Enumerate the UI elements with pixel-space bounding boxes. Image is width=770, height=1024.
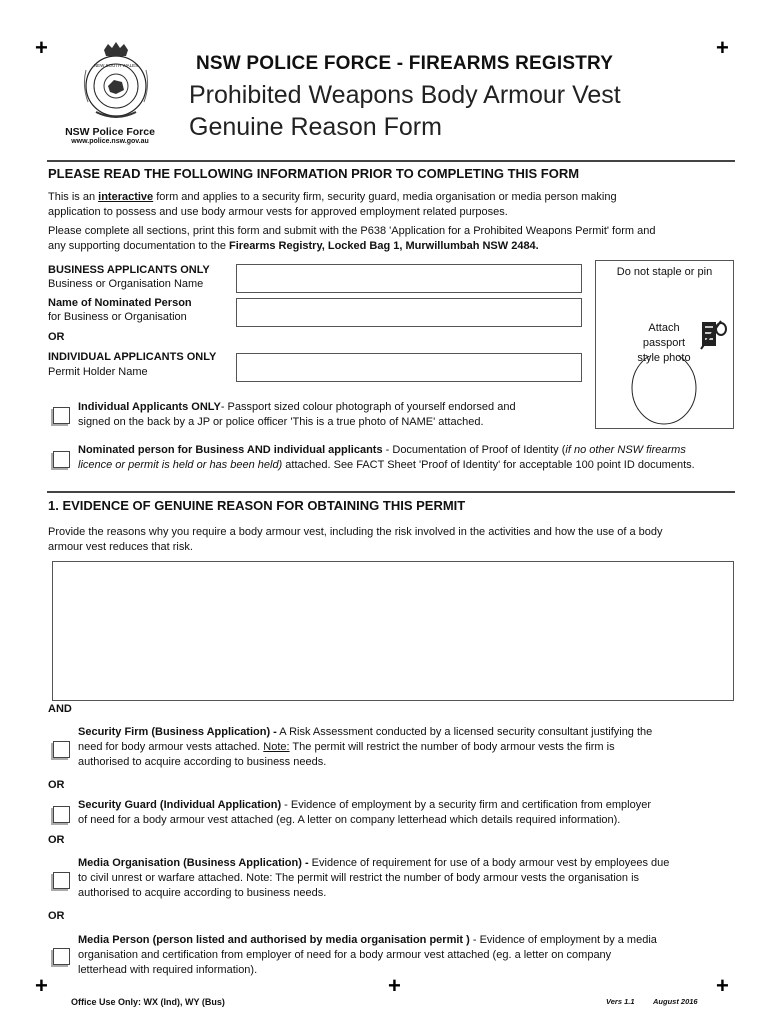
nominated-person-label: for Business or Organisation [48,311,187,323]
crop-mark: + [716,973,729,998]
or-separator: OR [48,779,65,791]
genuine-reason-textarea[interactable] [52,561,734,701]
section-divider [47,160,735,162]
section-1-description: Provide the reasons why you require a body armour vest, including the risk involved in the activities and how the use of a body armour vest reduces that risk. [48,526,663,553]
office-use-note: Office Use Only: WX (Ind), WY (Bus) [71,997,225,1007]
form-title [189,79,621,143]
form-title-line-1: Prohibited Weapons Body Armour Vest [189,81,621,109]
registry-title: NSW POLICE FORCE - FIREARMS REGISTRY [196,53,614,74]
head-silhouette-icon [614,356,714,428]
security-guard-text: Security Guard (Individual Application) - Evidence of employment by a security firm and certification from employer of need for a body armour vest attached (eg. A letter on company letterhead which details required information). [78,799,651,826]
media-organisation-checkbox[interactable] [53,872,70,889]
crop-mark: + [716,35,729,60]
nominated-person-input[interactable] [236,298,582,327]
logo-name: NSW Police Force [65,126,155,138]
business-name-label: Business or Organisation Name [48,278,204,290]
media-person-text: Media Person (person listed and authorised by media organisation permit ) - Evidence of employment by a media organisation and certification from employer of need for a body armour vest attached (eg. a letter on company letterhead with required information). [78,934,657,976]
intro-paragraph-1: This is an interactive form and applies to a security firm, security guard, media organisation or media person making application to possess and use body armour vests for approved employment related purposes. [48,191,617,218]
photo-endorsed-checkbox[interactable] [53,407,70,424]
business-applicants-heading: BUSINESS APPLICANTS ONLY [48,264,210,276]
crop-mark: + [35,973,48,998]
security-firm-text: Security Firm (Business Application) - A Risk Assessment conducted by a licensed security consultant justifying the need for body armour vests attached. Note: The permit will restrict the number of body armour vests the firm is authorised to acquire according to business needs. [78,726,653,768]
interactive-emphasis: interactive [98,191,154,203]
crop-mark: + [35,35,48,60]
nominated-person-heading: Name of Nominated Person [48,297,192,309]
section-divider [47,491,735,493]
no-staple-icon [699,319,731,353]
form-title-line-2: Genuine Reason Form [189,113,442,141]
or-separator: OR [48,910,65,922]
permit-holder-input[interactable] [236,353,582,382]
security-firm-checkbox[interactable] [53,741,70,758]
permit-holder-label: Permit Holder Name [48,366,148,378]
or-separator: OR [48,834,65,846]
svg-text:NEW SOUTH WALES: NEW SOUTH WALES [93,63,139,68]
and-separator: AND [48,703,72,715]
media-person-checkbox[interactable] [53,948,70,965]
photo-note: Do not staple or pin [616,266,713,278]
photo-box[interactable] [595,260,734,429]
security-guard-checkbox[interactable] [53,806,70,823]
version-date: August 2016 [653,997,698,1006]
version-label: Vers 1.1 [606,997,635,1006]
logo-url: www.police.nsw.gov.au [71,138,149,145]
intro-title: PLEASE READ THE FOLLOWING INFORMATION PRIOR TO COMPLETING THIS FORM [48,166,580,181]
section-1-title: 1. EVIDENCE OF GENUINE REASON FOR OBTAINING THIS PERMIT [48,498,466,513]
crop-mark: + [388,973,401,998]
photo-attach-instruction: Attach passport style photo [637,322,691,364]
business-name-input[interactable] [236,264,582,293]
intro-paragraph-2: Please complete all sections, print this form and submit with the P638 'Application for a Prohibited Weapons Permit' form and any supporting documentation to the Firearms Registry, Locked Bag 1, Murwillumbah NSW 2484. [48,225,656,252]
or-separator: OR [48,331,65,343]
registry-address: Firearms Registry, Locked Bag 1, Murwillumbah NSW 2484. [229,240,539,252]
proof-of-identity-checkbox[interactable] [53,451,70,468]
media-organisation-text: Media Organisation (Business Application) - Evidence of requirement for use of a body armour vest by employees due to civil unrest or warfare attached. Note: The permit will restrict the number of body armour vests the organisation is authorised to acquire according to business needs. [78,857,670,899]
individual-applicants-heading: INDIVIDUAL APPLICANTS ONLY [48,351,217,363]
proof-of-identity-text: Nominated person for Business AND individual applicants - Documentation of Proof of Identity (if no other NSW firearms licence or permit is held or has been held) attached. See FACT Sheet 'Proof of Identity' for acceptable 100 point ID documents. [78,444,695,471]
photo-endorsed-text: Individual Applicants ONLY- Passport sized colour photograph of yourself endorsed and signed on the back by a JP or police officer 'This is a true photo of NAME' attached. [78,401,516,428]
